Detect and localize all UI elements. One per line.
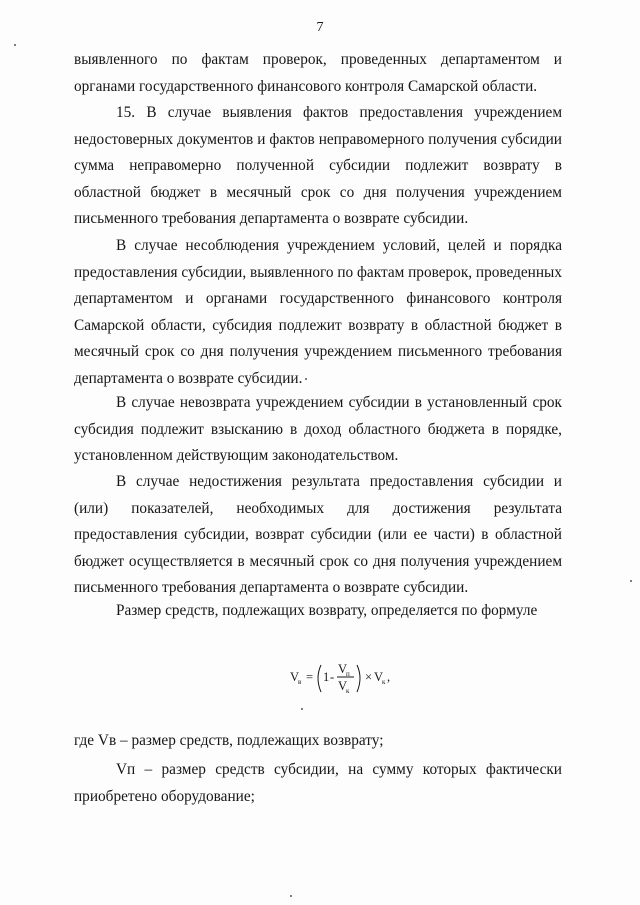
scan-speck <box>290 895 292 897</box>
paragraph-where-vv: где Vв – размер средств, подлежащих возврату; <box>74 732 384 749</box>
scan-speck <box>301 708 303 710</box>
return-amount-formula <box>290 656 400 700</box>
formula-denominator: V <box>338 679 348 693</box>
formula-rhs: V <box>374 670 384 684</box>
scan-speck <box>305 378 307 380</box>
page-number: 7 <box>316 20 324 35</box>
formula-lhs: V <box>290 670 300 684</box>
paragraph-vp-definition: Vп – размер средств субсидии, на сумму которых фактически приобретено оборудование; <box>74 761 562 805</box>
formula-right-paren <box>357 665 360 692</box>
scan-speck <box>630 580 632 582</box>
formula-graphic <box>290 656 400 700</box>
formula-denominator-subscript: к <box>346 687 350 695</box>
paragraph-noncompliance: В случае несоблюдения учреждением условий, целей и порядка предоставления субсидии, выявленного по фактам проверок, проведенных департаментом и органами государственного финансового контроля Самарской области, субсидия подлежит возврату в областной бюджет в месячный срок со дня получения учреждением письменного требования департамента о возврате субсидии. <box>74 237 562 387</box>
formula-rhs-subscript: к <box>382 678 386 686</box>
scan-speck <box>14 44 16 46</box>
formula-left-paren <box>318 665 321 692</box>
formula-lhs-subscript: в <box>298 678 302 686</box>
paragraph-item-15: 15. В случае выявления фактов предоставления учреждением недостоверных документов и фактов неправомерного получения субсидии сумма неправомерно полученной субсидии подлежит возврату в областной бюджет в месячный срок со дня получения учреждением письменного требования департамента о возврате субсидии. <box>74 104 562 228</box>
formula-numerator-subscript: п <box>346 670 350 678</box>
formula-numerator: V <box>338 662 348 676</box>
paragraph-continuation: выявленного по фактам проверок, проведенных департаментом и органами государственного финансового контроля Самарской области. <box>74 51 562 95</box>
paragraph-formula-intro: Размер средств, подлежащих возврату, определяется по формуле <box>116 602 538 619</box>
formula-times: × <box>365 670 373 684</box>
formula-minus: - <box>330 670 335 684</box>
formula-comma: , <box>387 670 391 684</box>
formula-equals: = <box>306 670 314 684</box>
paragraph-nonachievement: В случае недостижения результата предоставления субсидии и (или) показателей, необходимых для достижения результата предоставления субсидии, возврат субсидии (или ее части) в областной бюджет осуществляется в месячный срок со дня получения учреждением письменного требования департамента о возврате субсидии. <box>74 473 562 597</box>
formula-one: 1 <box>323 670 330 684</box>
paragraph-nonreturn: В случае невозврата учреждением субсидии в установленный срок субсидия подлежит взысканию в доход областного бюджета в порядке, установленном действующим законодательством. <box>74 394 562 465</box>
